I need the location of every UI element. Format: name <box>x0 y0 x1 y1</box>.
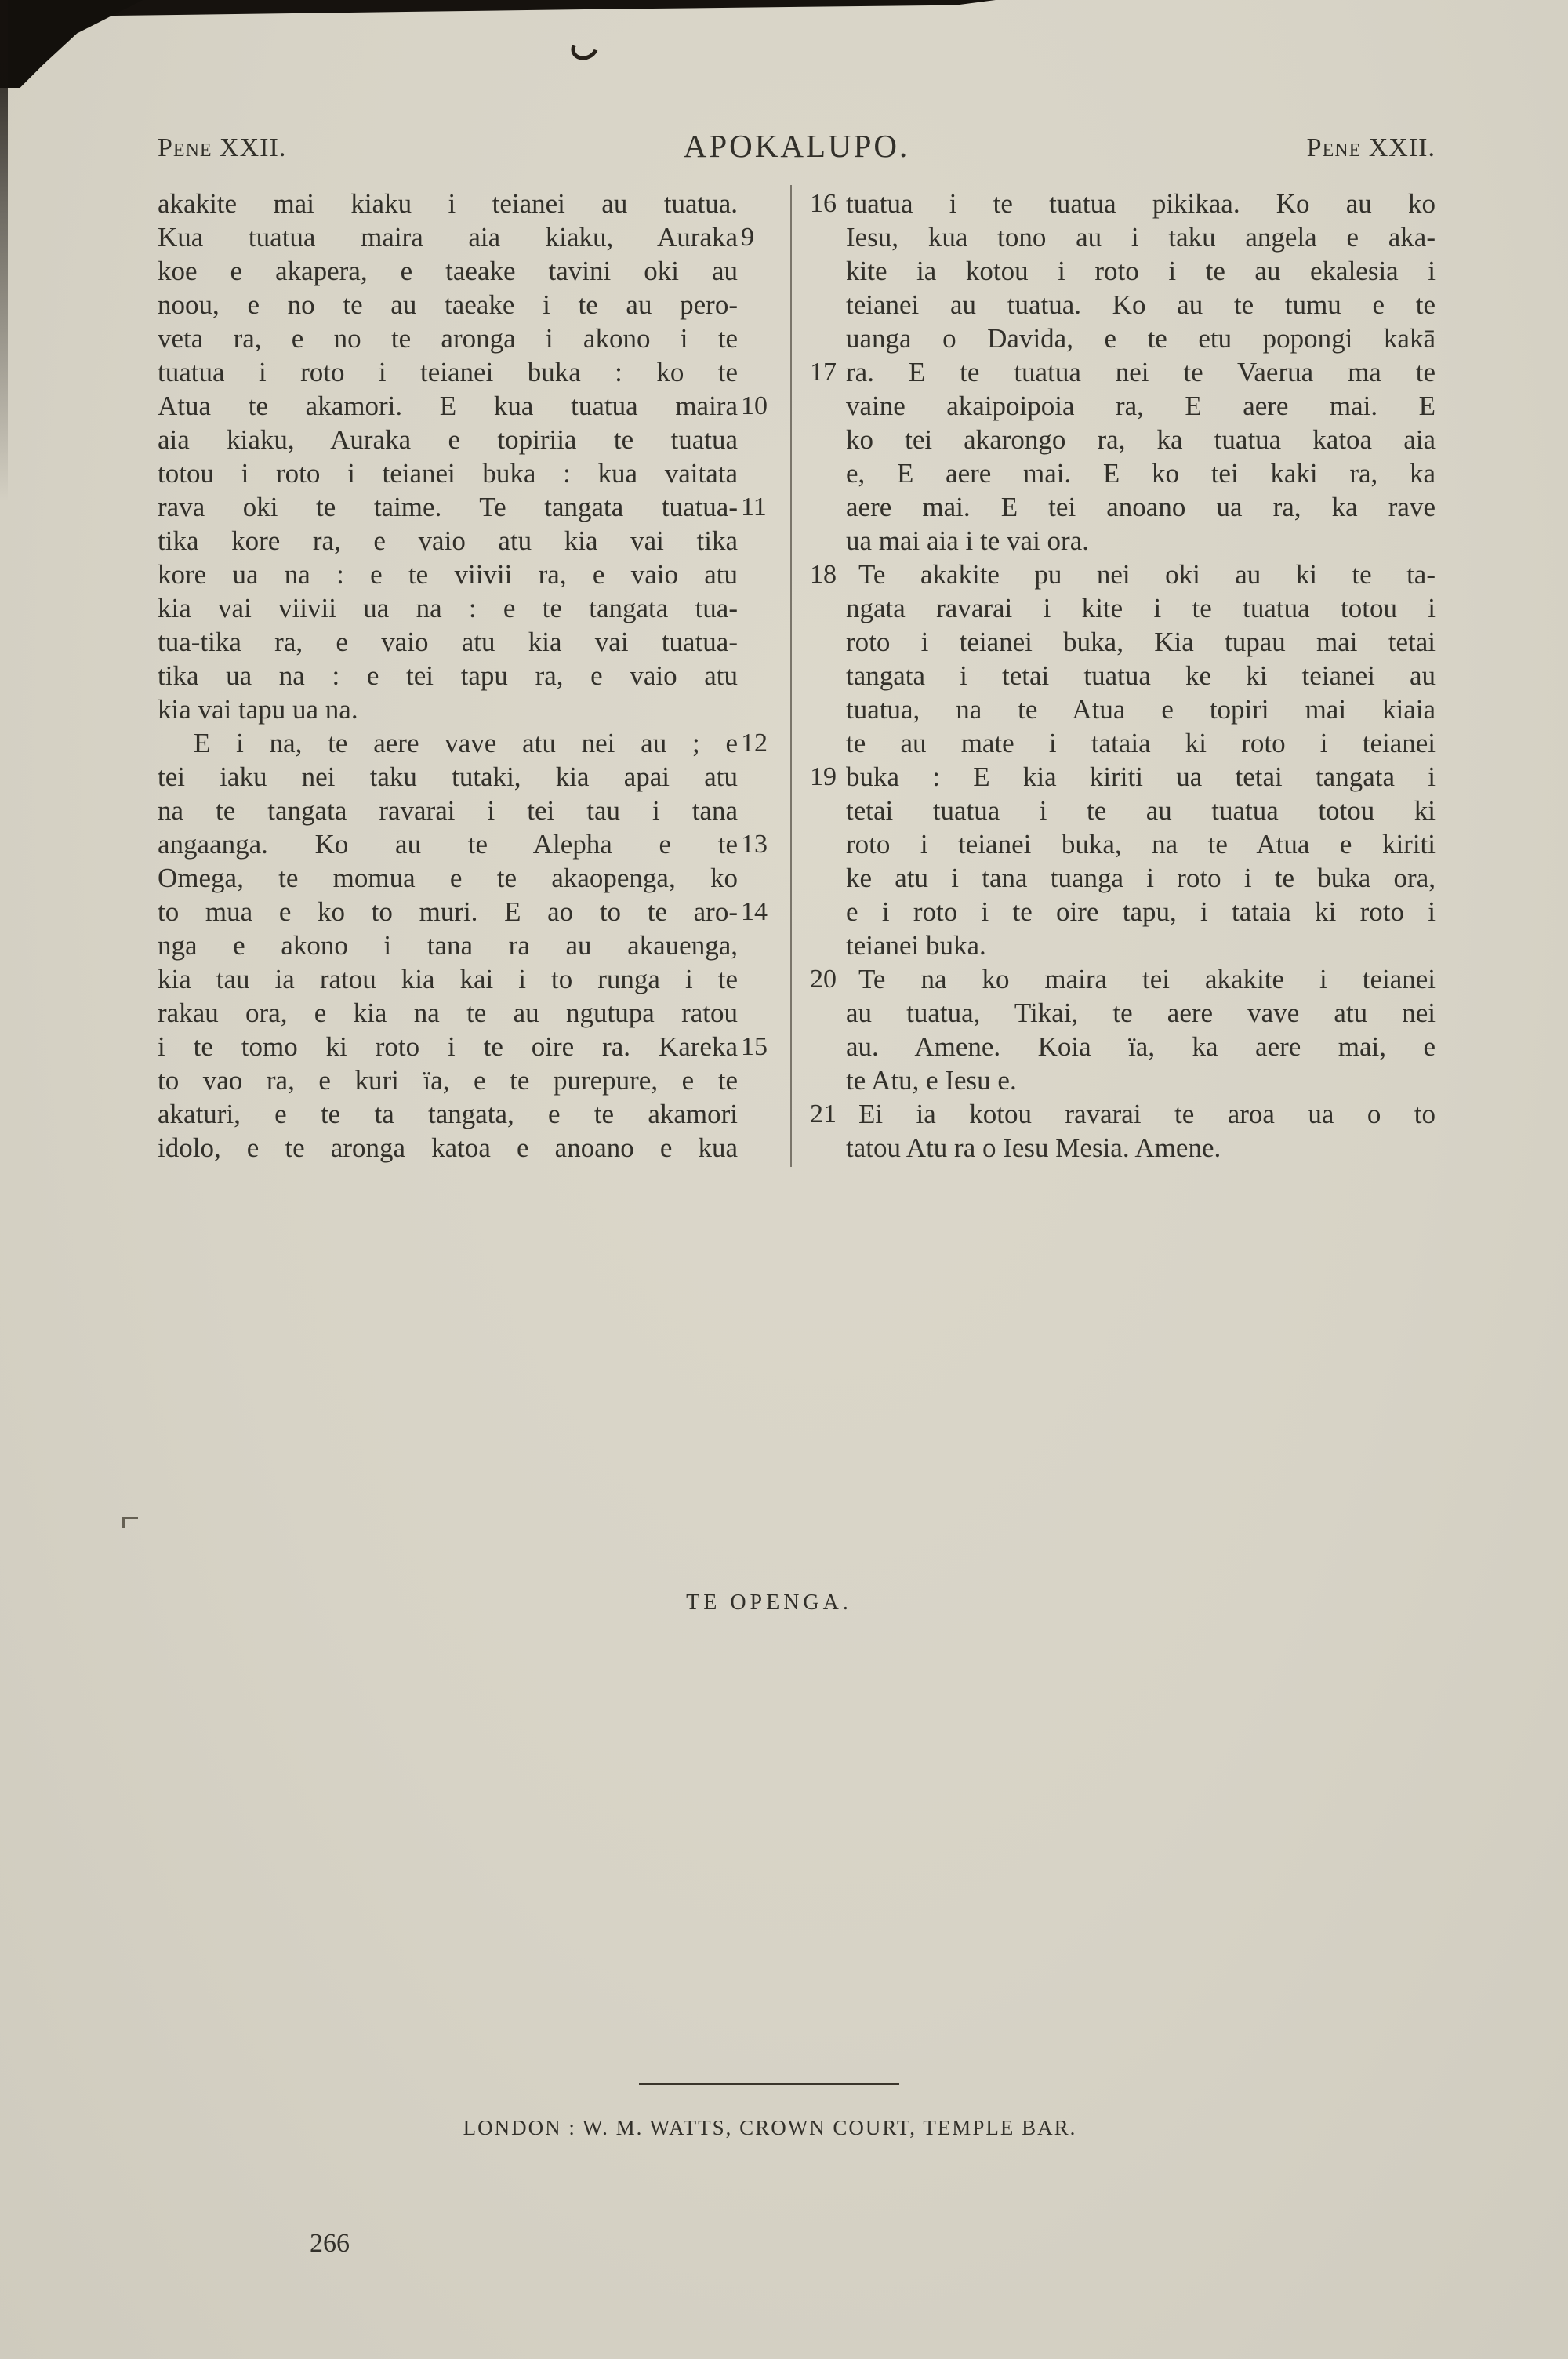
the-end-label: TE OPENGA. <box>686 1590 852 1615</box>
column-divider <box>790 185 792 1167</box>
imprint-rule <box>639 2083 899 2085</box>
text-line: totou i roto i teianei buka : kua vaitata <box>158 458 738 489</box>
running-head-left: Pene XXII. <box>158 133 287 162</box>
text-line: aia kiaku, Auraka e topiriia te tuatua <box>158 424 738 455</box>
text-line: rakau ora, e kia na te au ngutupa ratou <box>158 998 738 1028</box>
verse-number: 18 <box>810 560 837 589</box>
text-line: au tuatua, Tikai, te aere vave atu nei <box>846 998 1436 1028</box>
text-line: veta ra, e no te aronga i akono i te <box>158 323 738 354</box>
text-line: akakite mai kiaku i teianei au tuatua. <box>158 188 738 219</box>
text-line: tua-tika ra, e vaio atu kia vai tuatua- <box>158 627 738 657</box>
text-line: 10 Atua te akamori. E kua tuatua maira <box>158 389 738 423</box>
verse-number: 15 <box>741 1032 768 1061</box>
text-line: 11 rava oki te taime. Te tangata tuatua- <box>158 490 738 524</box>
verse-number: 13 <box>741 830 768 859</box>
text-line: teianei au tuatua. Ko au te tumu e te <box>846 289 1436 320</box>
verse-number: 10 <box>741 391 768 420</box>
scan-edge-artifact-top <box>0 0 996 17</box>
text-line: Iesu, kua tono au i taku angela e aka- <box>846 222 1436 253</box>
text-line: ke atu i tana tuanga i roto i te buka ora, <box>846 863 1436 893</box>
text-line: vaine akaipoipoia ra, E aere mai. E <box>846 391 1436 421</box>
text-line: nga e akono i tana ra au akauenga, <box>158 930 738 961</box>
text-line: Omega, te momua e te akaopenga, ko <box>158 863 738 893</box>
text-line: idolo, e te aronga katoa e anoano e kua <box>158 1132 738 1163</box>
text-line: roto i teianei buka, Kia tupau mai tetai <box>846 627 1436 657</box>
text-line: 17 ra. E te tuatua nei te Vaerua ma te <box>810 357 1436 387</box>
page-title: APOKALUPO. <box>683 128 910 164</box>
text-line: teianei buka. <box>846 930 986 961</box>
printer-imprint: LONDON : W. M. WATTS, CROWN COURT, TEMPLE BAR. <box>463 2116 1077 2139</box>
text-line: 9 Kua tuatua maira aia kiaku, Auraka <box>158 220 738 254</box>
text-line: 19 buka : E kia kiriti ua tetai tangata i <box>810 761 1436 792</box>
scan-speck-mark <box>122 1517 138 1528</box>
text-line: 18 Te akakite pu nei oki au ki te ta- <box>810 559 1436 590</box>
text-line: uanga o Davida, e te etu popongi kakā <box>846 323 1436 354</box>
text-line: tika kore ra, e vaio atu kia vai tika <box>158 525 738 556</box>
text-line: kia vai viivii ua na : e te tangata tua- <box>158 593 738 623</box>
text-line: au. Amene. Koia ïa, ka aere mai, e <box>846 1031 1436 1062</box>
text-line: tetai tuatua i te au tuatua totou ki <box>846 795 1436 826</box>
running-head-right: Pene XXII. <box>1306 133 1436 162</box>
text-line: koe e akapera, e taeake tavini oki au <box>158 256 738 286</box>
verse-number: 11 <box>741 493 767 522</box>
verse-number: 21 <box>810 1100 837 1129</box>
text-line: tuatua i roto i teianei buka : ko te <box>158 357 738 387</box>
text-line: 14 to mua e ko to muri. E ao to te aro- <box>158 895 738 929</box>
verse-number: 14 <box>741 897 768 926</box>
verse-number: 19 <box>810 762 837 791</box>
text-line: roto i teianei buka, na te Atua e kiriti <box>846 829 1436 860</box>
text-line: e i roto i te oire tapu, i tataia ki roto i <box>846 896 1436 927</box>
text-line: tatou Atu ra o Iesu Mesia. Amene. <box>846 1132 1221 1163</box>
text-line: te Atu, e Iesu e. <box>846 1065 1017 1096</box>
text-line: kia vai tapu ua na. <box>158 694 358 725</box>
text-line: ua mai aia i te vai ora. <box>846 525 1089 556</box>
verse-number: 12 <box>741 729 768 758</box>
text-line: 20 Te na ko maira tei akakite i teianei <box>810 964 1436 994</box>
page-number: 266 <box>310 2229 350 2258</box>
text-line: to vao ra, e kuri ïa, e te purepure, e te <box>158 1065 738 1096</box>
text-line: akaturi, e te ta tangata, e te akamori <box>158 1099 738 1129</box>
scan-scratch-mark <box>567 31 602 64</box>
text-line: tei iaku nei taku tutaki, kia apai atu <box>158 761 738 792</box>
text-line: ko tei akarongo ra, ka tuatua katoa aia <box>846 424 1436 455</box>
verse-number: 20 <box>810 965 837 994</box>
text-line: te au mate i tataia ki roto i teianei <box>846 728 1436 758</box>
text-line: tika ua na : e tei tapu ra, e vaio atu <box>158 660 738 691</box>
text-line: 12 E i na, te aere vave atu nei au ; e <box>158 726 738 760</box>
text-line: kia tau ia ratou kia kai i to runga i te <box>158 964 738 994</box>
text-line: na te tangata ravarai i tei tau i tana <box>158 795 738 826</box>
page-header <box>158 127 1436 173</box>
text-line: e, E aere mai. E ko tei kaki ra, ka <box>846 458 1436 489</box>
text-line: kore ua na : e te viivii ra, e vaio atu <box>158 559 738 590</box>
text-line: 15 i te tomo ki roto i te oire ra. Kareka <box>158 1030 738 1063</box>
text-line: 13 angaanga. Ko au te Alepha e te <box>158 827 738 861</box>
text-column-right <box>810 187 1436 1165</box>
verse-number: 17 <box>810 358 837 387</box>
text-line: 16 tuatua i te tuatua pikikaa. Ko au ko <box>810 188 1436 219</box>
text-line: ngata ravarai i kite i te tuatua totou i <box>846 593 1436 623</box>
text-line: tangata i tetai tuatua ke ki teianei au <box>846 660 1436 691</box>
text-line: tuatua, na te Atua e topiri mai kiaia <box>846 694 1436 725</box>
verse-number: 16 <box>810 189 837 218</box>
text-line: 21 Ei ia kotou ravarai te aroa ua o to <box>810 1099 1436 1129</box>
text-column-left <box>158 187 768 1165</box>
text-line: aere mai. E tei anoano ua ra, ka rave <box>846 492 1436 522</box>
scan-edge-artifact-left <box>0 0 8 502</box>
text-line: kite ia kotou i roto i te au ekalesia i <box>846 256 1436 286</box>
verse-number: 9 <box>741 223 754 252</box>
text-line: noou, e no te au taeake i te au pero- <box>158 289 738 320</box>
